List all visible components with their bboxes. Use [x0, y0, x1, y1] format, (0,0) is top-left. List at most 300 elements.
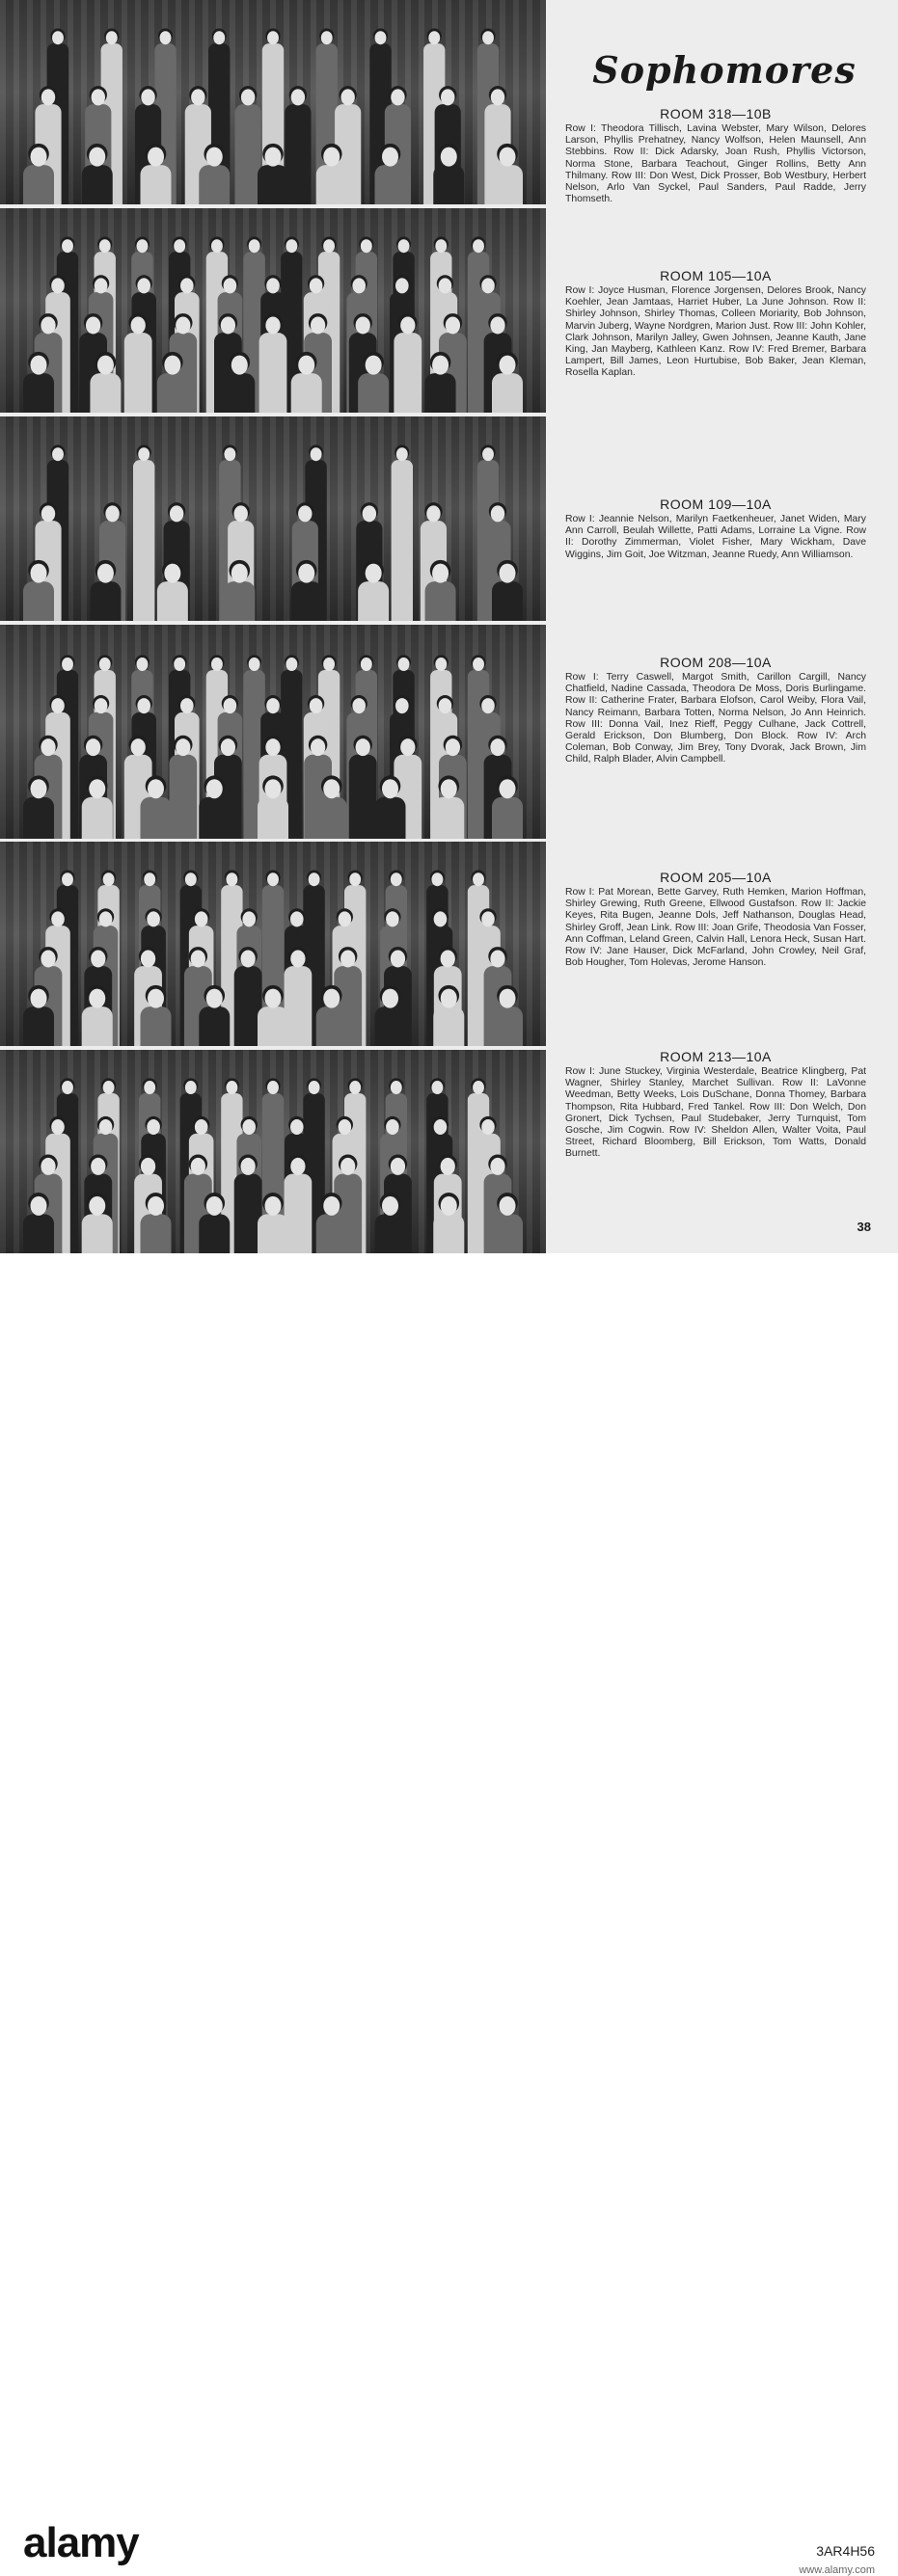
person-body	[224, 581, 255, 621]
person-face	[41, 950, 55, 967]
room-roster: Row I: Jeannie Nelson, Marilyn Faetkenheuer, Janet Widen, Mary Ann Carroll, Beulah Willette, Patti Adams, Lorraine La Vigne. Row II: Dorothy Zimmerman, Violet Fisher, Mary Wickham, Dave Wiggins, Jim Goit, Joe Witzman, Jeanne Ruedy, Ann Williamson.	[565, 514, 866, 560]
person-face	[180, 278, 194, 293]
person-face	[391, 1081, 402, 1094]
person-body	[199, 1214, 230, 1253]
person-body	[375, 165, 406, 204]
person-face	[340, 950, 355, 967]
person-body	[258, 797, 288, 839]
person-face	[221, 316, 235, 334]
person-face	[31, 1196, 47, 1216]
person-face	[221, 738, 235, 756]
person-face	[290, 1158, 305, 1175]
person-face	[286, 239, 297, 253]
person-face	[267, 1081, 279, 1094]
room-205-caption	[565, 870, 866, 969]
person-face	[131, 316, 146, 334]
person-face	[265, 148, 282, 167]
person-face	[382, 779, 398, 798]
person-face	[382, 1196, 398, 1216]
person-face	[473, 657, 484, 671]
person-body	[425, 581, 456, 621]
person-body	[492, 373, 523, 413]
person-face	[105, 505, 119, 522]
page-number: 38	[857, 1220, 871, 1234]
person-face	[31, 989, 47, 1008]
person-face	[195, 911, 208, 926]
person-face	[170, 505, 183, 522]
person-face	[398, 657, 410, 671]
person-face	[481, 1119, 495, 1135]
person-body	[141, 1006, 172, 1046]
person-face	[144, 872, 155, 886]
person-face	[395, 698, 409, 713]
watermark-image-id: 3AR4H56	[816, 2543, 875, 2559]
class-photos-column	[0, 0, 546, 1253]
person-body	[82, 1214, 113, 1253]
person-face	[441, 989, 457, 1008]
person-face	[340, 89, 354, 105]
room-heading: ROOM 109—10A	[660, 496, 772, 512]
person-face	[41, 505, 55, 522]
person-body	[23, 1214, 54, 1253]
person-face	[441, 148, 457, 167]
person-body	[492, 1214, 523, 1253]
person-face	[432, 356, 449, 375]
person-body	[316, 1214, 347, 1253]
person-face	[391, 1158, 405, 1175]
photo-figures	[0, 842, 546, 1046]
person-face	[434, 911, 448, 926]
person-face	[137, 278, 150, 293]
person-face	[86, 738, 100, 756]
person-face	[500, 356, 516, 375]
person-body	[90, 373, 121, 413]
person-body	[433, 1214, 464, 1253]
person-face	[141, 1158, 155, 1175]
photo-figures	[0, 0, 546, 204]
person-face	[311, 447, 322, 461]
person-face	[428, 31, 440, 44]
person-face	[481, 698, 495, 713]
person-face	[298, 564, 314, 583]
person-face	[481, 278, 495, 293]
person-face	[432, 564, 449, 583]
person-face	[311, 316, 325, 334]
person-face	[349, 1081, 361, 1094]
person-face	[147, 911, 160, 926]
person-body	[358, 373, 389, 413]
person-face	[99, 1119, 113, 1135]
person-face	[206, 148, 223, 167]
person-face	[490, 316, 504, 334]
person-face	[224, 698, 237, 713]
person-face	[356, 738, 370, 756]
person-face	[89, 148, 105, 167]
person-face	[242, 1119, 256, 1135]
person-face	[267, 872, 279, 886]
person-face	[309, 872, 320, 886]
person-face	[382, 989, 398, 1008]
person-face	[434, 1119, 448, 1135]
person-body	[291, 581, 322, 621]
person-face	[291, 89, 305, 105]
class-photo-room-208	[0, 625, 546, 839]
person-face	[375, 31, 387, 44]
person-face	[352, 698, 366, 713]
person-face	[323, 239, 335, 253]
room-heading: ROOM 318—10B	[660, 106, 772, 121]
person-face	[174, 657, 185, 671]
person-face	[500, 564, 516, 583]
person-body	[492, 581, 523, 621]
person-face	[249, 239, 260, 253]
class-photo-room-109	[0, 416, 546, 621]
person-face	[89, 1196, 105, 1216]
person-face	[144, 1081, 155, 1094]
person-face	[148, 779, 164, 798]
person-face	[206, 1196, 223, 1216]
person-face	[265, 779, 282, 798]
person-face	[226, 872, 237, 886]
room-105-caption	[565, 268, 866, 380]
person-face	[211, 239, 223, 253]
person-body	[23, 373, 54, 413]
person-face	[366, 564, 382, 583]
person-face	[352, 278, 366, 293]
person-face	[309, 1081, 320, 1094]
person-face	[52, 447, 64, 461]
person-face	[31, 148, 47, 167]
person-face	[211, 657, 223, 671]
person-face	[91, 1158, 105, 1175]
person-face	[473, 872, 484, 886]
person-face	[185, 1081, 197, 1094]
person-body	[23, 165, 54, 204]
person-face	[137, 698, 150, 713]
person-face	[51, 278, 65, 293]
person-face	[224, 447, 235, 461]
page-title: Sophomores	[592, 48, 857, 92]
person-body	[23, 797, 54, 839]
person-face	[323, 1196, 340, 1216]
person-face	[164, 356, 180, 375]
person-face	[41, 316, 55, 334]
person-body	[492, 165, 523, 204]
person-face	[361, 239, 372, 253]
person-face	[89, 989, 105, 1008]
person-face	[286, 657, 297, 671]
person-face	[481, 911, 495, 926]
person-face	[439, 698, 452, 713]
person-face	[242, 911, 256, 926]
person-face	[482, 447, 494, 461]
person-body	[291, 373, 322, 413]
person-face	[99, 239, 111, 253]
person-face	[349, 872, 361, 886]
person-face	[31, 779, 47, 798]
person-body	[358, 581, 389, 621]
person-face	[41, 738, 55, 756]
person-face	[298, 356, 314, 375]
person-face	[435, 239, 447, 253]
person-face	[441, 1158, 455, 1175]
person-face	[441, 89, 454, 105]
person-face	[206, 989, 223, 1008]
person-face	[195, 1119, 208, 1135]
room-roster: Row I: June Stuckey, Virginia Westerdale, Beatrice Klingberg, Pat Wagner, Shirley Stanley, Marchet Sullivan. Row II: LaVonne Weedman, Betty Weeks, Lois DuSchane, Donna Thomey, Barbara Thompson, Rita Hubbard, Fred Tankel. Row III: Don Welch, Don Gronert, Dick Tychsen, Paul Studebaker, Jerry Turnquist, Tom Gosche, Jim Cogwin. Row IV: Sheldon Allen, Walter Voita, Paul Street, Richard Bloomberg, Bill Erickson, Tom Watts, Donald Burnett.	[565, 1066, 866, 1160]
person-face	[500, 989, 516, 1008]
person-face	[400, 738, 415, 756]
person-face	[91, 950, 105, 967]
person-face	[356, 316, 370, 334]
person-body	[82, 1006, 113, 1046]
person-body	[259, 333, 287, 413]
person-face	[191, 950, 205, 967]
person-face	[31, 564, 47, 583]
person-face	[62, 1081, 73, 1094]
person-body	[433, 165, 464, 204]
person-face	[395, 278, 409, 293]
person-face	[265, 738, 280, 756]
person-face	[398, 239, 410, 253]
person-face	[224, 278, 237, 293]
room-208-caption	[565, 655, 866, 766]
watermark-bar	[0, 1253, 898, 2576]
person-face	[386, 911, 399, 926]
photo-figures	[0, 416, 546, 621]
person-face	[323, 657, 335, 671]
person-face	[490, 1158, 504, 1175]
person-face	[103, 872, 115, 886]
person-face	[491, 89, 504, 105]
photo-figures	[0, 625, 546, 839]
person-face	[310, 698, 323, 713]
person-face	[41, 89, 55, 105]
person-face	[103, 1081, 115, 1094]
person-body	[492, 797, 523, 839]
class-photo-room-205	[0, 842, 546, 1046]
class-photo-room-213	[0, 1050, 546, 1253]
person-face	[141, 89, 154, 105]
person-body	[141, 797, 172, 839]
person-face	[41, 1158, 55, 1175]
person-face	[89, 779, 105, 798]
person-face	[339, 1119, 352, 1135]
person-face	[147, 1119, 160, 1135]
person-face	[226, 1081, 237, 1094]
person-face	[473, 1081, 484, 1094]
person-body	[235, 104, 261, 204]
person-face	[435, 657, 447, 671]
person-body	[394, 333, 422, 413]
person-face	[323, 148, 340, 167]
person-body	[82, 797, 113, 839]
person-face	[323, 779, 340, 798]
room-heading: ROOM 213—10A	[660, 1049, 772, 1064]
person-face	[97, 356, 114, 375]
person-body	[199, 165, 230, 204]
room-roster: Row I: Joyce Husman, Florence Jorgensen, Delores Brook, Nancy Koehler, Jean Jamtaas, Harriet Huber, La June Johnson. Row II: Shirley Johnson, Shirley Thomas, Colleen Moriarity, Bob Johnson, Marvin Juberg, Wayne Nordgren, Marion Just. Row III: John Kohler, Clark Johnson, Marilyn Jalley, Gwen Johnsen, Jeanne Kauth, Jane King, Jan Mayberg, Kathleen Kanz. Row IV: Fred Bremer, Barbara Lampert, Bill James, Leon Hurtubise, Bob Baker, Jean Kleman, Rosella Kaplan.	[565, 285, 866, 379]
class-photo-room-318	[0, 0, 546, 204]
person-face	[340, 1158, 355, 1175]
photo-figures	[0, 1050, 546, 1253]
person-face	[290, 911, 304, 926]
person-face	[86, 316, 100, 334]
person-face	[311, 738, 325, 756]
person-face	[441, 1196, 457, 1216]
person-face	[95, 278, 108, 293]
person-face	[95, 698, 108, 713]
person-face	[400, 316, 415, 334]
room-roster: Row I: Terry Caswell, Margot Smith, Carillon Cargill, Nancy Chatfield, Nadine Cassada, Theodora De Moss, Doris Burlingame. Row II: Catherine Frater, Barbara Elofson, Carol Weiby, Flora Vail, Nancy Reimann, Barbara Totten, Norma Nelson, Jo Ann Heinrich. Row III: Donna Vail, Inez Rieff, Peggy Culhane, Jack Cottrell, Gerald Erickson, Don Blumberg, Don Block. Row IV: Arch Coleman, Bob Conway, Jim Brey, Tony Dvorak, Jack Brown, Jim Child, Ralph Blader, Alvin Campbell.	[565, 672, 866, 765]
person-face	[321, 31, 333, 44]
person-face	[441, 779, 457, 798]
room-heading: ROOM 208—10A	[660, 655, 772, 670]
person-body	[157, 373, 188, 413]
person-body	[90, 581, 121, 621]
class-photo-room-105	[0, 208, 546, 413]
person-face	[265, 316, 280, 334]
person-face	[138, 447, 150, 461]
person-face	[160, 31, 172, 44]
person-face	[231, 356, 248, 375]
person-face	[446, 316, 460, 334]
watermark-logo: alamy	[23, 2519, 139, 2566]
person-body	[82, 165, 113, 204]
person-face	[51, 1119, 65, 1135]
person-body	[433, 797, 464, 839]
person-body	[141, 1214, 172, 1253]
person-face	[240, 1158, 255, 1175]
person-body	[492, 1006, 523, 1046]
person-face	[323, 989, 340, 1008]
person-face	[148, 989, 164, 1008]
yearbook-page	[0, 0, 898, 1253]
person-face	[99, 911, 113, 926]
person-body	[141, 165, 172, 204]
person-face	[231, 564, 248, 583]
person-face	[265, 1196, 282, 1216]
person-face	[191, 1158, 205, 1175]
person-face	[500, 1196, 516, 1216]
person-face	[141, 950, 155, 967]
person-body	[285, 104, 311, 204]
person-face	[391, 872, 402, 886]
person-face	[174, 239, 185, 253]
person-face	[180, 698, 194, 713]
person-face	[500, 779, 516, 798]
person-face	[97, 564, 114, 583]
person-face	[206, 779, 223, 798]
room-roster: Row I: Pat Morean, Bette Garvey, Ruth Hemken, Marion Hoffman, Shirley Grewing, Ruth Greene, Ellwood Gustafson. Row II: Jackie Keyes, Rita Bugen, Jeanne Dols, Jeff Nathanson, Douglas Head, Shirley Groff, Jean Link. Row III: Joan Grife, Theodosia Van Fosser, Ann Coffman, Leland Green, Calvin Hall, Lenora Heck, Susan Hart. Row IV: Jane Hauser, Dick McFarland, John Crowley, Neil Graf, Bob Hougher, Tom Holevas, Jerome Hanson.	[565, 887, 866, 969]
person-face	[482, 31, 494, 44]
person-face	[52, 31, 64, 44]
watermark-url: www.alamy.com	[799, 2564, 875, 2576]
person-face	[500, 148, 516, 167]
person-face	[241, 89, 255, 105]
person-face	[266, 698, 280, 713]
person-face	[137, 239, 149, 253]
person-face	[137, 657, 149, 671]
person-face	[267, 31, 279, 44]
person-face	[213, 31, 225, 44]
person-body	[199, 797, 230, 839]
person-face	[363, 505, 376, 522]
person-body	[258, 1006, 288, 1046]
person-face	[265, 989, 282, 1008]
room-heading: ROOM 205—10A	[660, 870, 772, 885]
person-face	[446, 738, 460, 756]
person-body	[258, 1214, 288, 1253]
person-face	[266, 278, 280, 293]
person-face	[396, 447, 408, 461]
person-face	[490, 738, 504, 756]
person-face	[441, 950, 455, 967]
person-face	[431, 1081, 443, 1094]
photo-figures	[0, 208, 546, 413]
person-face	[426, 505, 440, 522]
person-face	[176, 316, 190, 334]
person-body	[199, 1006, 230, 1046]
person-face	[92, 89, 105, 105]
room-318-caption	[565, 106, 866, 205]
person-face	[490, 950, 504, 967]
person-face	[361, 657, 372, 671]
person-face	[62, 657, 73, 671]
person-face	[298, 505, 312, 522]
person-face	[386, 1119, 399, 1135]
person-face	[439, 278, 452, 293]
person-face	[491, 505, 504, 522]
person-face	[51, 911, 65, 926]
person-face	[391, 89, 404, 105]
person-face	[62, 239, 73, 253]
person-face	[339, 911, 352, 926]
person-face	[131, 738, 146, 756]
person-body	[375, 1214, 406, 1253]
person-body	[224, 373, 255, 413]
person-body	[375, 1006, 406, 1046]
person-face	[62, 872, 73, 886]
room-109-caption	[565, 496, 866, 561]
room-roster: Row I: Theodora Tillisch, Lavina Webster, Mary Wilson, Delores Larson, Phyllis Prehatney, Nancy Wolfson, Helen Maunsell, Ann Stebbins. Row II: Dick Adarsky, Joan Rush, Phyllis Victorson, Norma Stone, Barbara Teachout, Ginger Rollins, Betty Ann Thilmany. Row III: Don West, Dick Prosser, Bob Westbury, Herbert Nelson, Arlo Van Syckel, Paul Sanders, Paul Radde, Jerry Thomseth.	[565, 123, 866, 205]
person-body	[258, 165, 288, 204]
person-body	[133, 460, 154, 621]
person-body	[316, 165, 347, 204]
person-face	[148, 148, 164, 167]
person-body	[433, 1006, 464, 1046]
person-face	[240, 950, 255, 967]
person-face	[176, 738, 190, 756]
person-face	[391, 950, 405, 967]
person-face	[51, 698, 65, 713]
person-face	[233, 505, 247, 522]
person-face	[249, 657, 260, 671]
person-face	[382, 148, 398, 167]
person-body	[23, 1006, 54, 1046]
person-face	[106, 31, 118, 44]
person-body	[316, 797, 347, 839]
person-face	[191, 89, 204, 105]
person-face	[473, 239, 484, 253]
person-body	[425, 373, 456, 413]
person-face	[185, 872, 197, 886]
room-heading: ROOM 105—10A	[660, 268, 772, 283]
room-213-caption	[565, 1049, 866, 1161]
caption-column	[565, 0, 866, 1253]
person-body	[375, 797, 406, 839]
person-body	[124, 333, 152, 413]
